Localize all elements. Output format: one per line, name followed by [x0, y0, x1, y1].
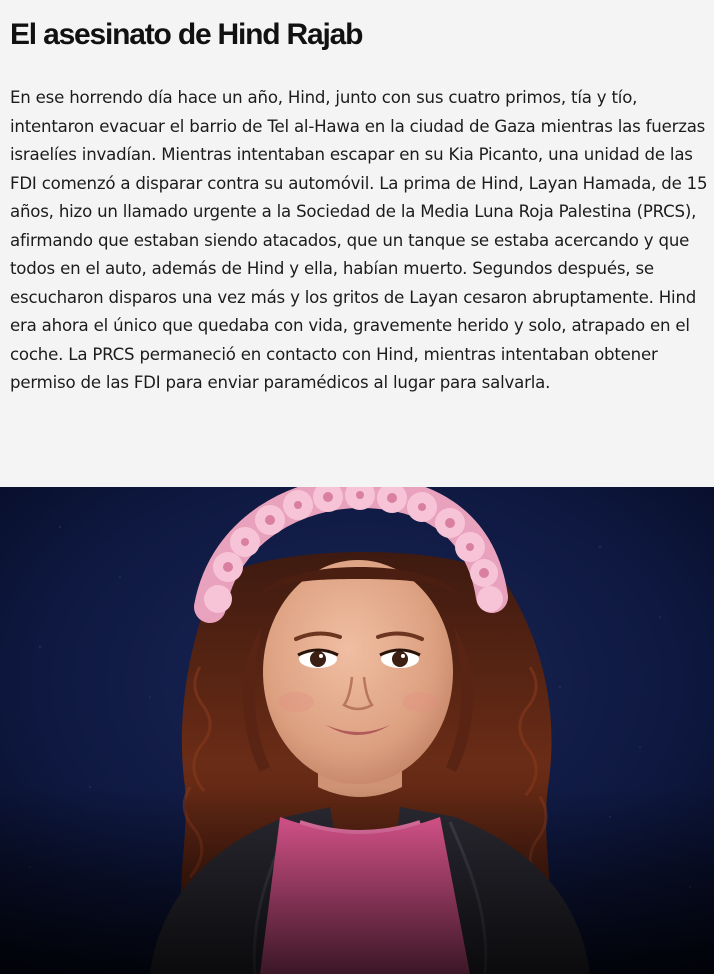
face — [263, 560, 453, 784]
portrait-illustration — [0, 487, 714, 974]
cheek-left — [278, 692, 314, 712]
article-body: En ese horrendo día hace un año, Hind, junto con sus cuatro primos, tía y tío, intentaron evacuar el barrio de Tel al-Hawa en la ciudad de Gaza mientras las fuerzas israelíes invadían. Mientras intentaban escapar en su Kia Picanto, una unidad de las FDI comenzó a disparar contra su automóvil. La prima de Hind, Layan Hamada, de 15 años, hizo un llamado urgente a la Sociedad de la Media Luna Roja Palestina (PRCS), afirmando que estaban siendo atacados, que un tanque se estaba acercando y que todos en el auto, además de Hind y ella, habían muerto. Segundos después, se escucharon disparos una vez más y los gritos de Layan cesaron abruptamente. Hind era ahora el único que quedaba con vida, gravemente herido y solo, atrapado en el coche. La PRCS permaneció en contacto con Hind, mientras intentaban obtener permiso de las FDI para enviar paramédicos al lugar para salvarla. — [10, 88, 708, 392]
photo-shadow — [0, 787, 714, 974]
article-title: El asesinato de Hind Rajab — [10, 18, 363, 51]
cheek-right — [402, 692, 438, 712]
article-photo — [0, 487, 714, 974]
